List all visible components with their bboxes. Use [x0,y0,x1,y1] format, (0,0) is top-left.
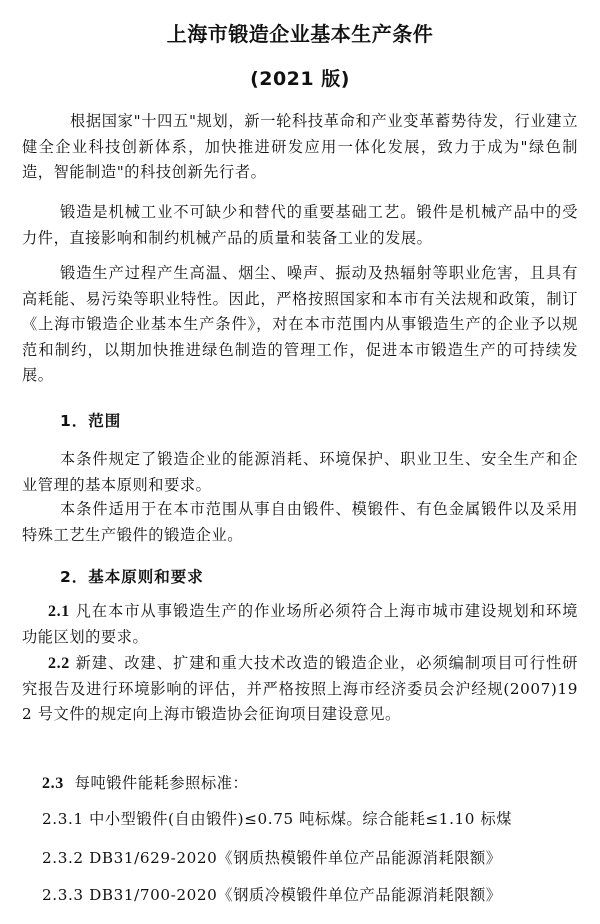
clause-2-1-text: 凡在本市从事锻造生产的作业场所必须符合上海市城市建设规划和环境功能区划的要求。 [22,602,578,646]
intro-paragraph-1: 根据国家"十四五"规划，新一轮科技革命和产业变革蓄势待发，行业建立健全企业科技创新体系，加快推进研发应用一体化发展，致力于成为"绿色制造，智能制造"的科技创新先行者。 [22,112,578,181]
clause-2-3-text: 每吨锻件能耗参照标准： [74,774,249,792]
clause-2-1 [22,599,578,650]
clause-2-2 [22,651,578,728]
clause-2-2-text: 新建、改建、扩建和重大技术改造的锻造企业，必须编制项目可行性研究报告及进行环境影响的评估，并严格按照上海市经济委员会沪经规(2007)192 号文件的规定向上海市锻造协会征询项目建设意见。 [22,654,578,723]
section-1-paragraph-1: 本条件规定了锻造企业的能源消耗、环境保护、职业卫生、安全生产和企业管理的基本原则和要求。 [22,450,578,494]
section-1-paragraph-2: 本条件适用于在本市范围从事自由锻件、模锻件、有色金属锻件以及采用特殊工艺生产锻件的锻造企业。 [22,500,578,544]
clause-2-3-3: 2.3.3 DB31/700-2020《钢质冷模锻件单位产品能源消耗限额》 [42,886,502,904]
document-title: 上海市锻造企业基本生产条件 [166,22,434,46]
intro-paragraph-3: 锻造生产过程产生高温、烟尘、噪声、振动及热辐射等职业危害，且具有高耗能、易污染等职业特性。因此，严格按照国家和本市有关法规和政策，制订《上海市锻造企业基本生产条件》，对在本市范围内从事锻造生产的企业予以规范和制约，以期加快推进绿色制造的管理工作，促进本市锻造生产的可持续发展。 [22,264,578,384]
section-2-heading: 2．基本原则和要求 [60,568,204,586]
clause-2-3-2: 2.3.2 DB31/629-2020《钢质热模锻件单位产品能源消耗限额》 [42,849,502,867]
intro-paragraph-2: 锻造是机械工业不可缺少和替代的重要基础工艺。锻件是机械产品中的受力件，直接影响和制约机械产品的质量和装备工业的发展。 [22,203,578,247]
document-edition: (2021 版) [250,68,350,90]
clause-2-3-1: 2.3.1 中小型锻件(自由锻件)≤0.75 吨标煤。综合能耗≤1.10 标煤 [42,810,513,828]
clause-2-3-number: 2.3 [42,775,64,792]
clause-2-1-number: 2.1 [48,603,70,620]
clause-2-3 [42,772,248,793]
section-1-heading: 1．范围 [60,412,122,430]
clause-2-2-number: 2.2 [48,655,70,672]
